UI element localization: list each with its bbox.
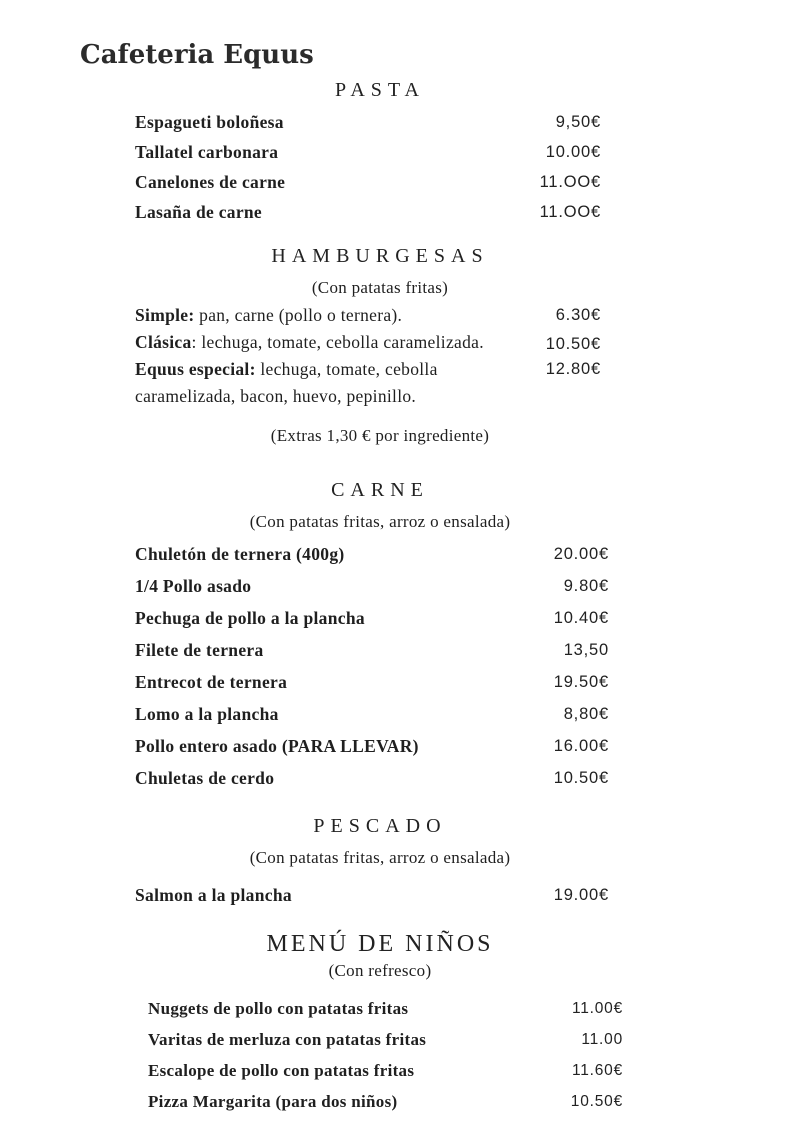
- menu-item: [135, 885, 625, 905]
- item-price: 10.50€: [570, 1092, 623, 1110]
- item-name: Chuletón de ternera (400g): [135, 544, 345, 564]
- menu-item: [135, 302, 625, 329]
- menu-item: [135, 544, 625, 564]
- item-price: 11.OO€: [539, 173, 601, 191]
- item-price: 13,50: [563, 641, 609, 659]
- menu-section-carne: [135, 478, 625, 788]
- menu-section-menu-de-ninos: [135, 930, 625, 1112]
- menu-item: [148, 1030, 625, 1050]
- menu-item: [135, 768, 625, 788]
- item-name: Canelones de carne: [135, 172, 286, 192]
- item-price: 9,50€: [555, 113, 601, 131]
- item-price: 11.60€: [571, 1061, 623, 1079]
- item-name: Chuletas de cerdo: [135, 768, 275, 788]
- item-price: 19.00€: [553, 886, 609, 904]
- section-subtitle-pescado: (Con patatas fritas, arroz o ensalada): [249, 848, 511, 867]
- menu-item: [135, 172, 625, 192]
- item-price: 12.80€: [545, 360, 601, 378]
- section-items-pescado: [135, 885, 625, 905]
- item-price: 10.40€: [553, 609, 609, 627]
- section-subtitle-hamburgesas: (Con patatas fritas): [311, 278, 449, 297]
- item-name: Nuggets de pollo con patatas fritas: [148, 998, 409, 1018]
- menu-item: [135, 112, 625, 132]
- item-name: Clásica: lechuga, tomate, cebolla caramelizada.: [135, 332, 484, 352]
- item-price: 19.50€: [553, 673, 609, 691]
- section-items-menu-de-ninos: [135, 999, 625, 1112]
- item-name: Espagueti boloñesa: [135, 112, 284, 132]
- menu-item: [135, 329, 625, 356]
- item-price: 10.00€: [545, 143, 601, 161]
- menu-item: [135, 576, 625, 596]
- item-price: 11.00€: [571, 999, 623, 1017]
- menu-item: [148, 999, 625, 1019]
- menu-item: [148, 1092, 625, 1112]
- menu-section-pescado: [135, 814, 625, 905]
- section-title-hamburgesas: HAMBURGESAS: [271, 245, 489, 267]
- item-name: Equus especial: lechuga, tomate, cebolla caramelizada, bacon, huevo, pepinillo.: [135, 359, 438, 406]
- item-name: Filete de ternera: [135, 640, 264, 660]
- item-name: Lomo a la plancha: [135, 704, 279, 724]
- brand-logo: Cafeteria Equus: [80, 40, 314, 70]
- item-price: 10.50€: [553, 769, 609, 787]
- section-note-hamburgesas: (Extras 1,30 € por ingrediente): [270, 426, 490, 445]
- item-name: 1/4 Pollo asado: [135, 576, 252, 596]
- menu-item: [135, 142, 625, 162]
- item-price: 9.80€: [563, 577, 609, 595]
- section-subtitle-carne: (Con patatas fritas, arroz o ensalada): [249, 512, 511, 531]
- menu-section-hamburgesas: [135, 244, 625, 446]
- item-name: Lasaña de carne: [135, 202, 262, 222]
- menu-item: [135, 704, 625, 724]
- section-subtitle-menu-de-ninos: (Con refresco): [328, 960, 432, 980]
- menu-item: [135, 640, 625, 660]
- menu-item: [135, 356, 625, 410]
- item-price: 16.00€: [553, 737, 609, 755]
- item-name: Salmon a la plancha: [135, 885, 292, 905]
- menu-item: [135, 672, 625, 692]
- section-items-carne: [135, 544, 625, 788]
- section-items-pasta: [135, 112, 625, 222]
- item-price: 11.00: [581, 1030, 623, 1048]
- menu: [135, 78, 625, 1123]
- item-name: Tallatel carbonara: [135, 142, 279, 162]
- item-name: Entrecot de ternera: [135, 672, 288, 692]
- item-price: 20.00€: [553, 545, 609, 563]
- item-name: Pizza Margarita (para dos niños): [148, 1091, 398, 1111]
- section-title-menu-de-ninos: MENÚ DE NIÑOS: [266, 931, 494, 957]
- section-title-pescado: PESCADO: [313, 815, 447, 837]
- menu-item: [148, 1061, 625, 1081]
- section-items-hamburgesas: [135, 302, 625, 410]
- section-title-carne: CARNE: [331, 479, 429, 501]
- menu-section-pasta: [135, 78, 625, 222]
- item-name: Pollo entero asado (PARA LLEVAR): [135, 736, 419, 756]
- item-price: 11.OO€: [539, 203, 601, 221]
- menu-item: [135, 736, 625, 756]
- item-price: 6.30€: [555, 306, 601, 324]
- item-price: 8,80€: [563, 705, 609, 723]
- item-name: Simple: pan, carne (pollo o ternera).: [135, 305, 403, 325]
- section-title-pasta: PASTA: [335, 79, 425, 101]
- item-name: Pechuga de pollo a la plancha: [135, 608, 365, 628]
- item-price: 10.50€: [545, 335, 601, 353]
- menu-item: [135, 202, 625, 222]
- item-name: Varitas de merluza con patatas fritas: [148, 1029, 427, 1049]
- item-name: Escalope de pollo con patatas fritas: [148, 1060, 415, 1080]
- menu-item: [135, 608, 625, 628]
